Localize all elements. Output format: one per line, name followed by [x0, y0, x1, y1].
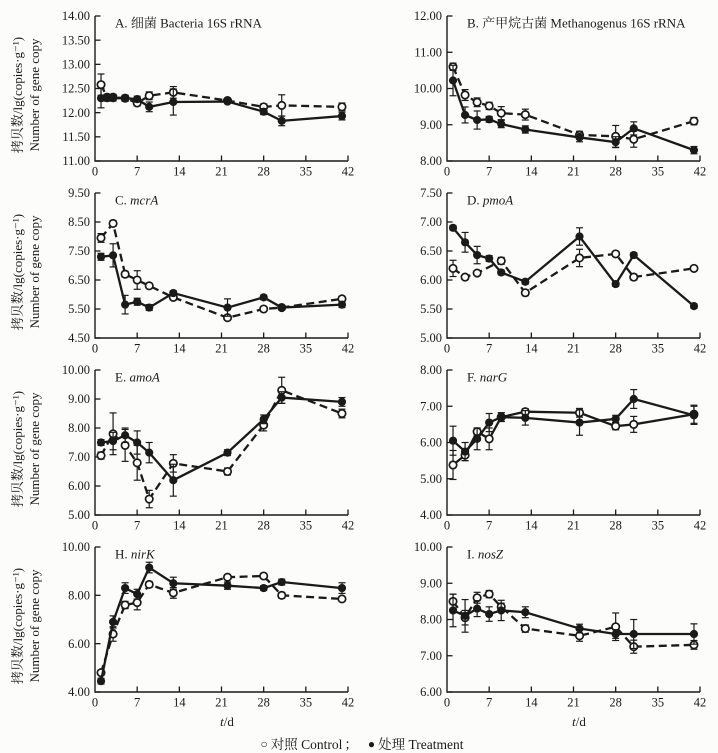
data-point-marker — [122, 584, 129, 591]
data-point-marker — [473, 99, 480, 106]
y-axis-title — [10, 36, 44, 152]
y-tick-label: 7.50 — [68, 244, 90, 259]
data-point-marker — [612, 422, 619, 429]
y-tick-label: 8.50 — [68, 215, 90, 230]
x-ticks — [92, 156, 354, 179]
y-tick-label: 10.00 — [61, 540, 90, 555]
control-marker-icon: ○ — [260, 737, 268, 751]
subplot-row-1 — [6, 6, 718, 183]
subplot-row-3 — [6, 360, 718, 537]
data-point-marker — [109, 618, 116, 625]
y-tick-label: 9.00 — [68, 392, 90, 407]
data-point-marker — [498, 414, 505, 421]
data-point-marker — [97, 439, 104, 446]
y-tick-label: 11.00 — [414, 45, 442, 60]
x-tick-label: 35 — [651, 518, 665, 533]
data-point-marker — [170, 580, 177, 587]
control-series — [449, 63, 697, 147]
x-tick-label: 21 — [567, 518, 580, 533]
y-tick-label: 12.50 — [61, 81, 90, 96]
data-point-marker — [122, 301, 129, 308]
y-tick-label: 5.00 — [420, 331, 442, 346]
data-point-marker — [461, 612, 468, 619]
data-point-marker — [486, 255, 493, 262]
x-tick-label: 21 — [567, 695, 580, 710]
x-tick-label: 0 — [91, 164, 99, 179]
y-tick-label: 8.00 — [68, 421, 90, 436]
data-point-marker — [133, 459, 140, 466]
data-point-marker — [146, 103, 153, 110]
data-point-marker — [461, 448, 468, 455]
x-tick-label: 0 — [443, 341, 451, 356]
subplot-A — [48, 6, 364, 183]
data-point-marker — [134, 96, 141, 103]
y-tick-label: 9.50 — [68, 186, 90, 201]
data-point-marker — [449, 224, 456, 231]
legend-control-label: 对照 Control — [270, 737, 343, 752]
data-point-marker — [485, 590, 492, 597]
x-ticks — [92, 510, 354, 533]
data-point-marker — [461, 273, 468, 280]
x-tick-label: 42 — [341, 695, 355, 710]
y-tick-label: 4.00 — [420, 508, 442, 523]
data-point-marker — [134, 439, 141, 446]
data-point-marker — [278, 304, 285, 311]
data-point-marker — [278, 117, 285, 124]
x-tick-label: 14 — [173, 518, 186, 533]
x-tick-label: 28 — [257, 695, 270, 710]
data-point-marker — [224, 468, 231, 475]
data-point-marker — [449, 461, 456, 468]
data-point-marker — [97, 234, 104, 241]
data-point-marker — [338, 103, 345, 110]
y-axis-title-cell — [6, 6, 48, 183]
data-point-marker — [522, 289, 529, 296]
y-tick-label: 4.00 — [68, 685, 90, 700]
x-axis-title-rest: /d — [223, 714, 234, 729]
subplot-title: H. nirK — [115, 546, 155, 562]
x-tick-label: 14 — [525, 341, 538, 356]
y-tick-label: 11.00 — [62, 154, 90, 169]
data-point-marker — [338, 595, 345, 602]
treatment-series — [449, 594, 697, 648]
data-point-marker — [133, 599, 140, 606]
subplot-grid — [6, 6, 718, 714]
y-tick-label: 5.00 — [68, 508, 90, 523]
data-point-marker — [170, 289, 177, 296]
x-tick-label: 14 — [525, 518, 538, 533]
data-point-marker — [224, 582, 231, 589]
data-point-marker — [522, 278, 529, 285]
x-tick-label: 21 — [215, 164, 228, 179]
data-point-marker — [449, 437, 456, 444]
data-point-marker — [224, 304, 231, 311]
data-point-marker — [522, 414, 529, 421]
x-tick-label: 35 — [299, 695, 313, 710]
data-point-marker — [612, 250, 619, 257]
y-tick-label: 7.50 — [420, 186, 442, 201]
data-point-marker — [260, 108, 267, 115]
x-tick-label: 42 — [693, 518, 707, 533]
x-ticks — [92, 687, 354, 710]
x-tick-label: 14 — [525, 164, 538, 179]
x-tick-label: 42 — [693, 164, 707, 179]
axis-lines — [447, 193, 700, 338]
y-tick-label: 14.00 — [61, 9, 90, 24]
x-tick-label: 7 — [486, 518, 493, 533]
y-tick-label: 6.50 — [68, 273, 90, 288]
axis-lines — [447, 370, 700, 515]
data-point-marker — [612, 630, 619, 637]
data-point-marker — [498, 607, 505, 614]
y-tick-label: 9.00 — [420, 576, 442, 591]
y-axis-title-cell — [6, 537, 48, 714]
x-tick-label: 14 — [525, 695, 538, 710]
y-tick-label: 5.00 — [420, 471, 442, 486]
y-axis-title-cell — [6, 183, 48, 360]
data-point-marker — [576, 419, 583, 426]
data-point-marker — [612, 415, 619, 422]
x-tick-label: 7 — [486, 695, 493, 710]
y-tick-label: 5.50 — [420, 302, 442, 317]
x-tick-label: 35 — [651, 164, 665, 179]
x-tick-label: 0 — [91, 341, 99, 356]
control-series — [97, 74, 345, 116]
data-point-marker — [260, 305, 267, 312]
x-tick-label: 28 — [609, 164, 622, 179]
data-point-marker — [474, 605, 481, 612]
x-tick-label: 14 — [173, 341, 186, 356]
data-point-marker — [486, 116, 493, 123]
subplot-title: F. narG — [467, 369, 508, 385]
y-axis-title-en: Number of gene copy — [27, 569, 42, 682]
data-point-marker — [473, 269, 480, 276]
data-point-marker — [146, 581, 153, 588]
data-point-marker — [278, 102, 285, 109]
x-tick-label: 21 — [215, 518, 228, 533]
x-tick-label: 0 — [91, 695, 99, 710]
y-tick-label: 6.00 — [420, 685, 442, 700]
treatment-marker-icon: ● — [367, 737, 376, 751]
x-tick-label: 21 — [215, 695, 228, 710]
control-series — [97, 572, 345, 676]
data-point-marker — [576, 233, 583, 240]
data-point-marker — [122, 95, 129, 102]
data-point-marker — [260, 584, 267, 591]
y-tick-label: 8.00 — [420, 612, 442, 627]
data-point-marker — [122, 432, 129, 439]
y-axis-title-en: Number of gene copy — [27, 392, 42, 505]
y-tick-label: 6.00 — [68, 479, 90, 494]
data-point-marker — [690, 147, 697, 154]
data-point-marker — [690, 265, 697, 272]
x-tick-label: 28 — [609, 518, 622, 533]
data-point-marker — [338, 410, 345, 417]
data-point-marker — [522, 609, 529, 616]
data-point-marker — [485, 102, 492, 109]
x-tick-label: 21 — [567, 164, 580, 179]
control-series — [449, 405, 697, 479]
subplot-F — [400, 360, 716, 537]
data-point-marker — [260, 294, 267, 301]
x-ticks — [444, 156, 706, 179]
data-point-marker — [461, 91, 468, 98]
data-point-marker — [224, 449, 231, 456]
x-tick-label: 7 — [134, 164, 141, 179]
data-point-marker — [612, 280, 619, 287]
x-tick-label: 42 — [341, 164, 355, 179]
y-tick-label: 8.00 — [420, 154, 442, 169]
x-tick-label: 0 — [443, 518, 451, 533]
y-tick-label: 13.50 — [61, 33, 90, 48]
y-tick-label: 10.00 — [413, 540, 442, 555]
data-point-marker — [146, 92, 153, 99]
subplot-I — [400, 537, 716, 714]
x-tick-label: 35 — [299, 164, 313, 179]
data-point-marker — [146, 449, 153, 456]
subplot-title: E. amoA — [115, 369, 160, 385]
data-point-marker — [474, 435, 481, 442]
data-point-marker — [109, 220, 116, 227]
x-tick-label: 7 — [486, 341, 493, 356]
x-tick-label: 14 — [173, 164, 186, 179]
data-point-marker — [109, 95, 116, 102]
y-axis-title-en: Number of gene copy — [27, 38, 42, 151]
data-point-marker — [690, 412, 697, 419]
y-tick-label: 4.50 — [68, 331, 90, 346]
y-tick-label: 13.00 — [61, 57, 90, 72]
y-tick-label: 8.00 — [68, 588, 90, 603]
data-point-marker — [630, 251, 637, 258]
subplot-title: A. 细菌 Bacteria 16S rRNA — [115, 15, 262, 31]
error-bars — [98, 562, 346, 684]
data-point-marker — [170, 98, 177, 105]
data-point-marker — [576, 254, 583, 261]
x-tick-label: 7 — [134, 695, 141, 710]
legend-separator: ； — [344, 737, 358, 752]
x-tick-label: 28 — [257, 164, 270, 179]
y-axis-title-cn: 拷贝数/lg(copies·g⁻¹) — [10, 213, 26, 330]
y-tick-label: 5.50 — [68, 302, 90, 317]
error-bars — [98, 74, 346, 116]
data-point-marker — [449, 265, 456, 272]
data-point-marker — [338, 301, 345, 308]
subplot-D — [400, 183, 716, 360]
data-point-marker — [630, 421, 637, 428]
data-point-marker — [146, 495, 153, 502]
data-point-marker — [486, 610, 493, 617]
data-point-marker — [612, 139, 619, 146]
data-point-marker — [690, 630, 697, 637]
data-point-marker — [630, 395, 637, 402]
subplot-E — [48, 360, 364, 537]
data-point-marker — [170, 589, 177, 596]
data-point-marker — [224, 98, 231, 105]
data-point-marker — [498, 257, 505, 264]
data-point-marker — [485, 435, 492, 442]
data-point-marker — [338, 398, 345, 405]
axis-lines — [95, 370, 348, 515]
data-point-marker — [133, 276, 140, 283]
data-point-marker — [97, 678, 104, 685]
y-tick-label: 7.00 — [420, 648, 442, 663]
data-point-marker — [121, 271, 128, 278]
error-bars — [450, 594, 698, 648]
x-tick-label: 28 — [609, 695, 622, 710]
y-tick-label: 9.00 — [420, 117, 442, 132]
y-axis-title-cn: 拷贝数/lg(copies·g⁻¹) — [10, 567, 26, 684]
y-axis-title — [10, 390, 44, 506]
data-point-marker — [522, 126, 529, 133]
data-point-marker — [630, 125, 637, 132]
y-axis-title — [10, 213, 44, 329]
data-point-marker — [109, 252, 116, 259]
x-tick-label: 28 — [257, 518, 270, 533]
legend — [6, 733, 718, 753]
x-tick-label: 0 — [91, 518, 99, 533]
series-line — [101, 568, 342, 682]
x-ticks — [444, 687, 706, 710]
data-point-marker — [224, 574, 231, 581]
y-tick-label: 6.00 — [420, 435, 442, 450]
data-point-marker — [97, 253, 104, 260]
y-tick-label: 7.00 — [420, 215, 442, 230]
subplot-title: B. 产甲烷古菌 Methanogenus 16S rRNA — [467, 15, 686, 31]
x-tick-label: 0 — [443, 164, 451, 179]
x-tick-label: 35 — [299, 518, 313, 533]
treatment-series — [97, 562, 345, 685]
data-point-marker — [278, 578, 285, 585]
y-axis-title-cn: 拷贝数/lg(copies·g⁻¹) — [10, 390, 26, 507]
data-point-marker — [449, 607, 456, 614]
data-point-marker — [474, 251, 481, 258]
x-tick-label: 7 — [486, 164, 493, 179]
x-axis-title-right — [572, 714, 586, 730]
y-tick-label: 10.00 — [61, 363, 90, 378]
x-tick-label: 21 — [215, 341, 228, 356]
data-point-marker — [630, 136, 637, 143]
data-point-marker — [576, 134, 583, 141]
x-tick-label: 35 — [651, 695, 665, 710]
data-point-marker — [461, 111, 468, 118]
data-point-marker — [97, 81, 104, 88]
x-axis-title-italic: t — [220, 714, 224, 729]
y-tick-label: 11.50 — [62, 130, 90, 145]
y-tick-label: 12.00 — [413, 9, 442, 24]
x-ticks — [444, 333, 706, 356]
y-tick-label: 7.00 — [420, 399, 442, 414]
x-tick-label: 42 — [693, 695, 707, 710]
data-point-marker — [146, 564, 153, 571]
data-point-marker — [630, 630, 637, 637]
data-point-marker — [630, 273, 637, 280]
subplot-row-2 — [6, 183, 718, 360]
data-point-marker — [522, 111, 529, 118]
y-tick-label: 6.00 — [68, 636, 90, 651]
data-point-marker — [338, 112, 345, 119]
data-point-marker — [498, 269, 505, 276]
data-point-marker — [338, 584, 345, 591]
data-point-marker — [121, 601, 128, 608]
subplot-title: C. mcrA — [115, 192, 159, 208]
x-tick-label: 35 — [651, 341, 665, 356]
data-point-marker — [278, 592, 285, 599]
x-tick-label: 42 — [341, 518, 355, 533]
y-axis-title-en: Number of gene copy — [27, 215, 42, 328]
x-tick-label: 42 — [341, 341, 355, 356]
x-tick-label: 7 — [134, 518, 141, 533]
data-point-marker — [109, 437, 116, 444]
subplot-row-4 — [6, 537, 718, 714]
data-point-marker — [134, 298, 141, 305]
y-tick-label: 12.00 — [61, 105, 90, 120]
x-ticks — [92, 333, 354, 356]
x-tick-label: 21 — [567, 341, 580, 356]
data-point-marker — [278, 394, 285, 401]
y-axis-title-cn: 拷贝数/lg(copies·g⁻¹) — [10, 36, 26, 153]
axis-lines — [95, 16, 348, 161]
data-point-marker — [260, 572, 267, 579]
axis-lines — [95, 547, 348, 692]
data-point-marker — [146, 304, 153, 311]
data-point-marker — [474, 116, 481, 123]
x-axis-title-left — [220, 714, 234, 730]
axis-lines — [447, 547, 700, 692]
x-tick-label: 28 — [257, 341, 270, 356]
x-tick-label: 42 — [693, 341, 707, 356]
x-tick-label: 35 — [299, 341, 313, 356]
subplot-title: I. nosZ — [467, 546, 504, 562]
data-point-marker — [461, 239, 468, 246]
y-tick-label: 6.50 — [420, 244, 442, 259]
y-tick-label: 8.00 — [420, 363, 442, 378]
y-tick-label: 7.00 — [68, 450, 90, 465]
x-tick-label: 28 — [609, 341, 622, 356]
legend-treatment-label: 处理 Treatment — [378, 737, 464, 752]
data-point-marker — [146, 282, 153, 289]
data-point-marker — [576, 625, 583, 632]
y-tick-label: 10.00 — [413, 81, 442, 96]
y-axis-title — [10, 567, 44, 683]
x-axis-title-rest: /d — [575, 714, 586, 729]
y-axis-title-cell — [6, 360, 48, 537]
subplot-H — [48, 537, 364, 714]
subplot-B — [400, 6, 716, 183]
x-tick-label: 7 — [134, 341, 141, 356]
x-axis-title-italic: t — [572, 714, 576, 729]
x-ticks — [444, 510, 706, 533]
data-point-marker — [97, 452, 104, 459]
subplot-title: D. pmoA — [467, 192, 514, 208]
data-point-marker — [498, 109, 505, 116]
data-point-marker — [134, 591, 141, 598]
data-point-marker — [690, 303, 697, 310]
data-point-marker — [486, 419, 493, 426]
data-point-marker — [522, 625, 529, 632]
data-point-marker — [498, 120, 505, 127]
data-point-marker — [449, 77, 456, 84]
x-tick-label: 14 — [173, 695, 186, 710]
data-point-marker — [690, 117, 697, 124]
y-tick-label: 6.00 — [420, 273, 442, 288]
x-axis-labels — [6, 714, 718, 730]
subplot-C — [48, 183, 364, 360]
data-point-marker — [260, 416, 267, 423]
data-point-marker — [170, 477, 177, 484]
x-tick-label: 0 — [443, 695, 451, 710]
